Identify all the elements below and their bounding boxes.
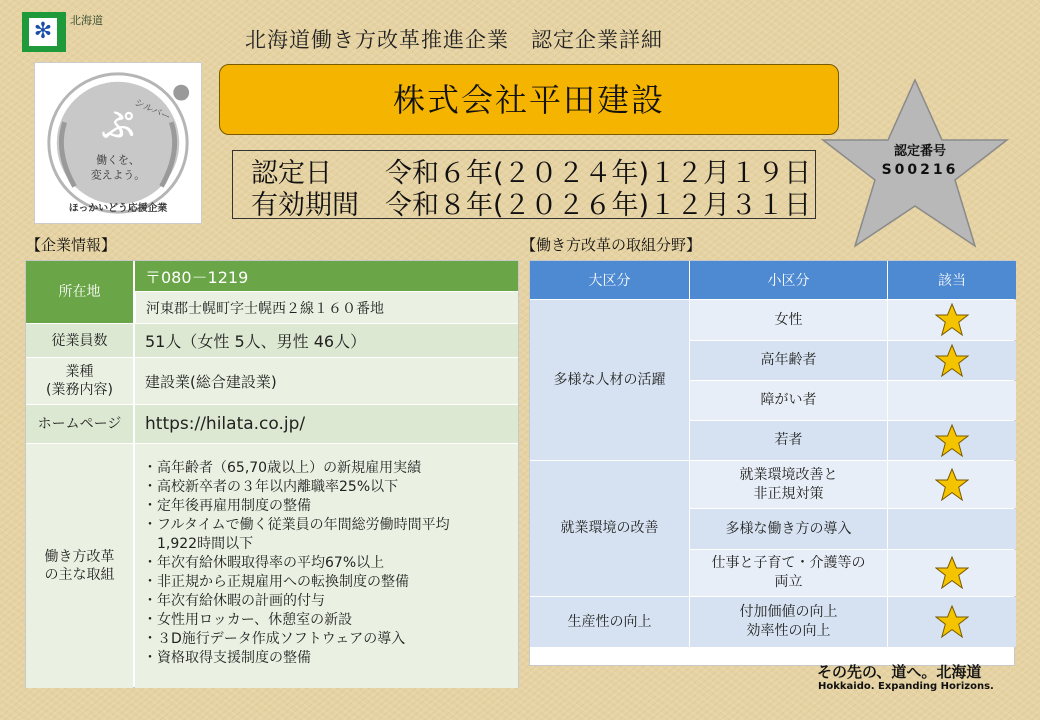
address-label: 所在地 (26, 261, 133, 323)
company-name-box (219, 64, 839, 135)
category-work-environment: 就業環境の改善 (530, 461, 689, 596)
star-icon (935, 468, 969, 502)
sub-disabled: 障がい者 (690, 381, 887, 420)
initiative-item: ・フルタイムで働く従業員の年間総労働時間平均 (143, 517, 450, 533)
footer-slogan-en: Hokkaido. Expanding Horizons. (818, 681, 994, 692)
star-work-life-balance (888, 550, 1016, 596)
sub-work-life-balance: 仕事と子育て・介護等の 両立 (690, 550, 887, 596)
initiative-item: ・定年後再雇用制度の整備 (143, 498, 311, 514)
emblem-silver-text: シルバー (132, 97, 173, 124)
sub-diverse-work-styles: 多様な働き方の導入 (690, 509, 887, 549)
sub-env-improvement: 就業環境改善と 非正規対策 (690, 461, 887, 508)
cert-number-value: S00216 (881, 162, 959, 178)
company-info-title: 【企業情報】 (26, 236, 117, 254)
hokkaido-symbol-icon: ✻ (33, 19, 53, 44)
initiative-item: ・非正規から正規雇用への転換制度の整備 (143, 574, 409, 590)
valid-period-value: 令和８年(２０２６年)１２月３１日 (385, 190, 812, 221)
initiative-item: ・３D施行データ作成ソフトウェアの導入 (143, 631, 406, 647)
silver-certification-emblem (34, 62, 202, 224)
initiative-item: ・高年齢者（65,70歳以上）の新規雇用実績 (143, 460, 422, 476)
initiative-item: ・資格取得支援制度の整備 (143, 650, 311, 666)
star-disabled (888, 381, 1016, 420)
reform-fields-title: 【働き方改革の取組分野】 (521, 236, 702, 254)
star-env-improvement (888, 461, 1016, 508)
star-diverse-work-styles (888, 509, 1016, 549)
company-name: 株式会社平田建設 (392, 81, 665, 119)
star-elderly (888, 341, 1016, 380)
emblem-org-text: ほっかいどう応援企業 (68, 203, 168, 215)
emblem-slogan-line2: 変えよう。 (90, 168, 146, 182)
sub-elderly: 高年齢者 (690, 341, 887, 380)
initiatives-list-container (135, 444, 518, 688)
certification-dates (232, 150, 816, 219)
employees-label: 従業員数 (26, 324, 133, 357)
homepage-link[interactable]: https://hilata.co.jp/ (135, 405, 518, 443)
cert-date-value: 令和６年(２０２４年)１２月１９日 (385, 158, 812, 189)
star-icon (935, 344, 969, 378)
svg-text:ぷ: ぷ (101, 106, 135, 146)
header-sub-category: 小区分 (690, 261, 887, 299)
initiative-item: ・高校新卒者の３年以内離職率25%以下 (143, 479, 399, 495)
initiative-item: 1,922時間以下 (143, 536, 254, 552)
header-major-category: 大区分 (530, 261, 689, 299)
star-icon (935, 605, 969, 639)
initiative-item: ・女性用ロッカー、休憩室の新設 (143, 612, 353, 628)
initiatives-list (143, 459, 450, 668)
category-productivity: 生産性の向上 (530, 597, 689, 647)
sub-youth: 若者 (690, 421, 887, 460)
page-title: 北海道働き方改革推進企業 認定企業詳細 (245, 28, 663, 52)
hokkaido-logo-text: 北海道 (70, 14, 103, 27)
industry-value: 建設業(総合建設業) (135, 358, 518, 404)
footer-slogan-jp: その先の、道へ。北海道 (817, 663, 982, 681)
sub-women: 女性 (690, 300, 887, 340)
address-value: 河東郡士幌町字士幌西２線１６０番地 (136, 292, 518, 323)
employees-value: 51人（女性 5人、男性 46人） (135, 324, 518, 357)
cert-date-label: 認定日 (251, 158, 332, 189)
industry-label: 業種 (業務内容) (26, 358, 133, 404)
initiative-item: ・年次有給休暇の計画的付与 (143, 593, 325, 609)
star-icon (935, 303, 969, 337)
star-icon (935, 424, 969, 458)
cert-number-label: 認定番号 (893, 144, 946, 159)
homepage-label: ホームページ (26, 405, 133, 443)
hokkaido-logo (22, 12, 66, 52)
initiative-item: ・年次有給休暇取得率の平均67%以上 (143, 555, 385, 571)
category-diverse-talent: 多様な人材の活躍 (530, 300, 689, 460)
star-youth (888, 421, 1016, 460)
header-applicable: 該当 (888, 261, 1016, 299)
valid-period-label: 有効期間 (251, 190, 359, 221)
star-icon (935, 556, 969, 590)
postal-code: 〒080－1219 (135, 261, 518, 291)
company-info-table (25, 260, 519, 688)
emblem-slogan-line1: 働くを、 (96, 153, 140, 167)
cert-number-star-badge (815, 78, 1025, 278)
initiatives-label: 働き方改革 の主な取組 (26, 444, 133, 688)
reform-fields-table (529, 260, 1015, 666)
star-added-value (888, 597, 1016, 647)
star-women (888, 300, 1016, 340)
sub-added-value: 付加価値の向上 効率性の向上 (690, 597, 887, 647)
